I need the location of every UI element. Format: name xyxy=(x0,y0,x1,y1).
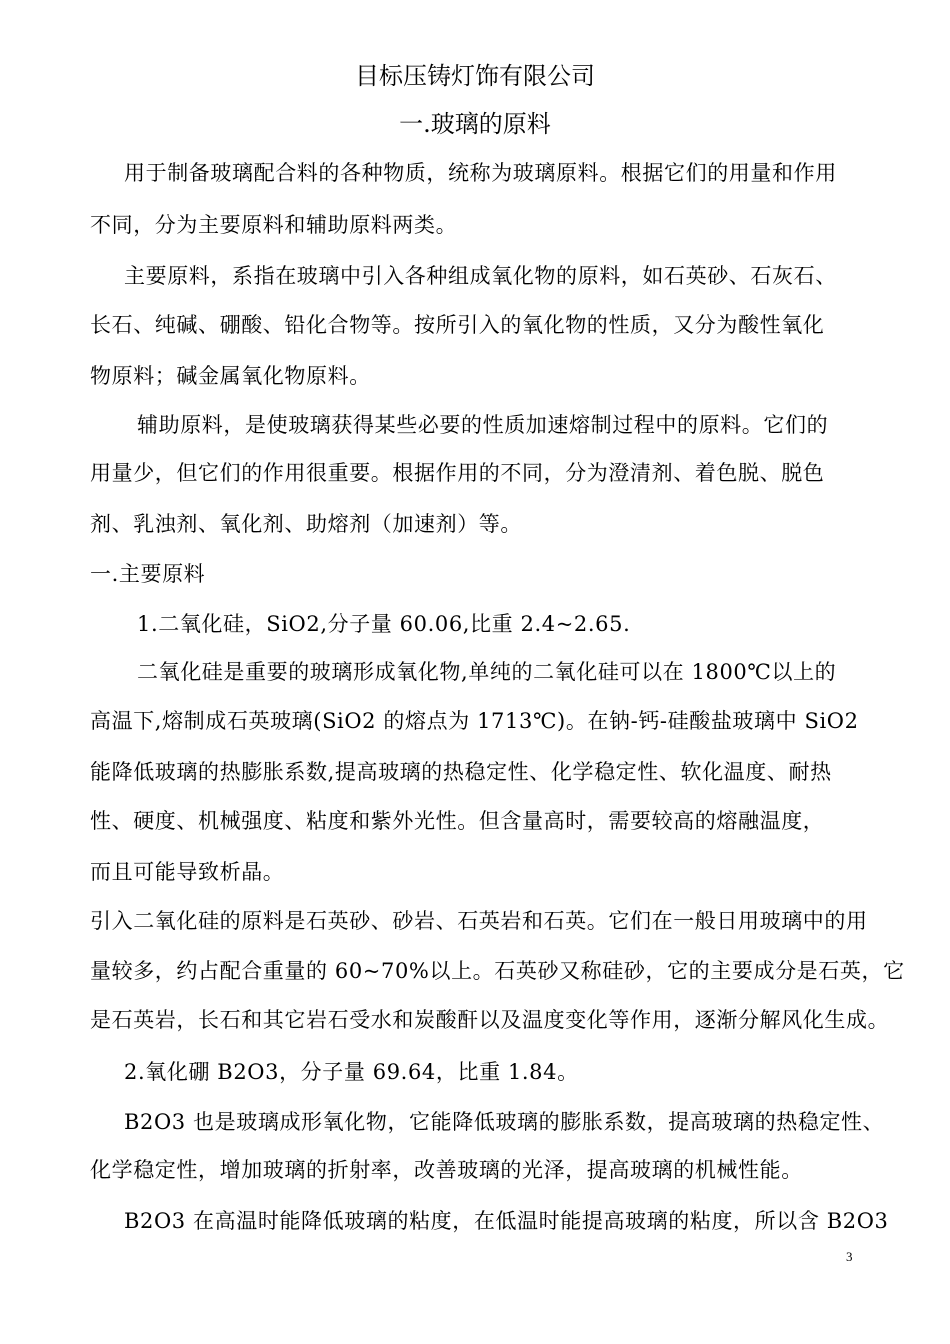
body-line-12: 高温下,熔制成石英玻璃(SiO2 的熔点为 1713℃)。在钠-钙-硅酸盐玻璃中 SiO2 xyxy=(90,709,859,733)
body-line-2: 不同，分为主要原料和辅助原料两类。 xyxy=(90,213,458,237)
body-line-17: 量较多，约占配合重量的 60~70%以上。石英砂又称硅砂，它的主要成分是石英，它 xyxy=(90,959,905,983)
body-line-18: 是石英岩，长石和其它岩石受水和炭酸酐以及温度变化等作用，逐渐分解风化生成。 xyxy=(90,1008,890,1032)
body-line-15: 而且可能导致析晶。 xyxy=(90,860,285,884)
subheading-main-materials: 一.主要原料 xyxy=(90,562,206,586)
body-line-20: B2O3 也是玻璃成形氧化物，它能降低玻璃的膨胀系数，提高玻璃的热稳定性、 xyxy=(124,1110,885,1134)
body-line-4: 长石、纯碱、硼酸、铅化合物等。按所引入的氧化物的性质，又分为酸性氧化 xyxy=(90,313,825,337)
body-line-21: 化学稳定性，增加玻璃的折射率，改善玻璃的光泽，提高玻璃的机械性能。 xyxy=(90,1158,803,1182)
body-line-5: 物原料；碱金属氧化物原料。 xyxy=(90,364,371,388)
body-line-22: B2O3 在高温时能降低玻璃的粘度，在低温时能提高玻璃的粘度，所以含 B2O3 xyxy=(124,1209,889,1233)
section-title: 一.玻璃的原料 xyxy=(399,110,551,138)
item-2-heading: 2.氧化硼 B2O3，分子量 69.64，比重 1.84。 xyxy=(124,1060,579,1084)
body-line-16: 引入二氧化硅的原料是石英砂、砂岩、石英岩和石英。它们在一般日用玻璃中的用 xyxy=(90,909,868,933)
body-line-6: 辅助原料，是使玻璃获得某些必要的性质加速熔制过程中的原料。它们的 xyxy=(137,413,829,437)
body-line-13: 能降低玻璃的热膨胀系数,提高玻璃的热稳定性、化学稳定性、软化温度、耐热 xyxy=(90,760,832,784)
company-title: 目标压铸灯饰有限公司 xyxy=(355,62,595,90)
body-line-3: 主要原料，系指在玻璃中引入各种组成氧化物的原料，如石英砂、石灰石、 xyxy=(124,264,837,288)
page-number: 3 xyxy=(846,1249,853,1264)
body-line-7: 用量少，但它们的作用很重要。根据作用的不同，分为澄清剂、着色脱、脱色 xyxy=(90,461,825,485)
body-line-8: 剂、乳浊剂、氧化剂、助熔剂（加速剂）等。 xyxy=(90,512,522,536)
body-line-11: 二氧化硅是重要的玻璃形成氧化物,单纯的二氧化硅可以在 1800℃以上的 xyxy=(137,660,837,684)
body-line-1: 用于制备玻璃配合料的各种物质，统称为玻璃原料。根据它们的用量和作用 xyxy=(124,161,837,185)
body-line-14: 性、硬度、机械强度、粘度和紫外光性。但含量高时，需要较高的熔融温度， xyxy=(90,809,825,833)
item-1-heading: 1.二氧化硅，SiO2,分子量 60.06,比重 2.4~2.65. xyxy=(137,612,631,636)
